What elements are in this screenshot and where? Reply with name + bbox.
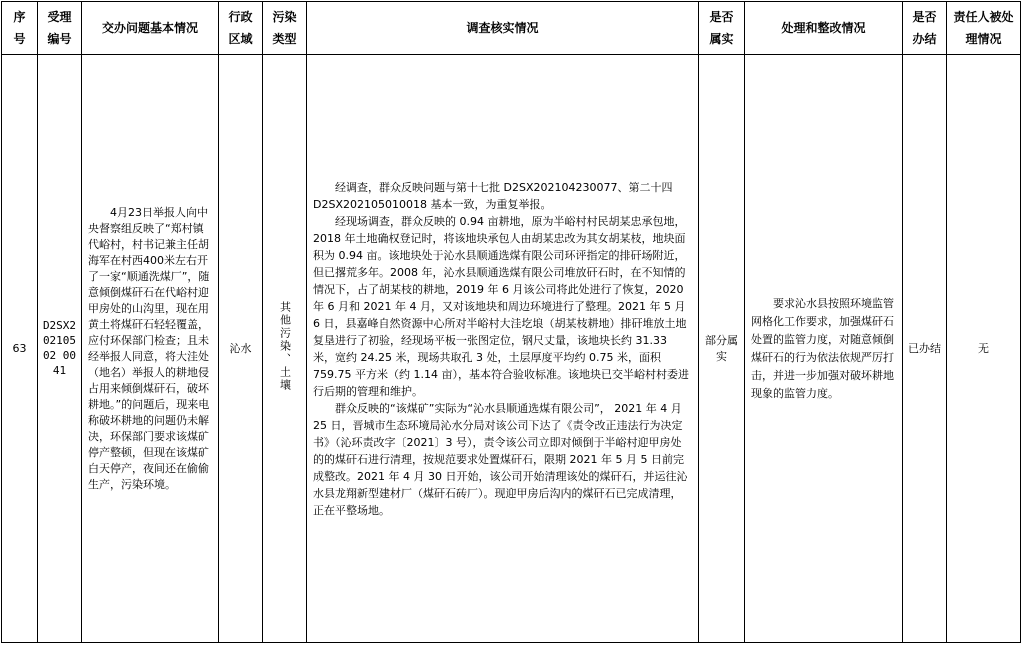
cell-basic: [82, 55, 219, 643]
header-row: [2, 2, 1021, 55]
case-table: [1, 1, 1021, 643]
header-basic: 交办问题基本情况: [82, 2, 219, 55]
cell-region: 沁水: [219, 55, 263, 643]
cell-completed: 已办结: [903, 55, 947, 643]
pollution-text: 其他污染、土壤: [278, 300, 292, 392]
header-investigation: 调查核实情况: [307, 2, 699, 55]
table-row: [2, 55, 1021, 643]
header-accept-no: 受理编号: [38, 2, 82, 55]
cell-accept-no: [38, 55, 82, 643]
basic-text: 4月23日举报人向中央督察组反映了“郑村镇代峪村，村书记兼主任胡海军在村西400米左右开了一家“顺通洗煤厂”，随意倾倒煤矸石在代峪村迎甲房处的山沟里，现在用黄土将煤矸石轻轻覆盖，应付环保部门检查；且未经举报人同意，将大洼处（地名）举报人的耕地侵占用来倾倒煤矸石，破坏耕地。”的问题后，现来电称破坏耕地的问题仍未解决，环保部门要求该煤矿停产整顿，但现在该煤矿白天停产，夜间还在偷偷生产，污染环境。: [88, 205, 210, 491]
cell-handling: [745, 55, 903, 643]
header-completed: 是否办结: [903, 2, 947, 55]
header-region: 行政区域: [219, 2, 263, 55]
cell-investigation: [307, 55, 699, 643]
cell-verified: 部分属实: [699, 55, 745, 643]
cell-seq: 63: [2, 55, 38, 643]
investigation-para-2: 经现场调查，群众反映的 0.94 亩耕地，原为半峪村村民胡某忠承包地，2018 年土地确权登记时，将该地块承包人由胡某忠改为其女胡某枝，地块面积为 0.94 亩。该地块处于沁水县顺通选煤有限公司环评指定的排矸场附近，但已撂荒多年。2008 年，沁水县顺通选煤有限公司堆放矸石时，在不知情的情况下，占了胡某枝的耕地，2019 年 6 月该公司将此处进行了恢复，2020 年 6 月和 2021 年 4 月，又对该地块和周边环境进行了整理。2021 年 5 月 6 日，县嘉峰自然资源中心所对半峪村大洼圪埌（胡某枝耕地）排矸堆放土地复垦进行了初验，经现场平板一张图定位，钢尺丈量，该地块长约 31.33 米，宽约 24.25 米，现场共取孔 3 处，土层厚度平均约 0.75 米，面积 759.75 平方米（约 1.14 亩），基本符合验收标准。该地块已交半峪村村委进行后期的管理和维护。: [313, 214, 689, 398]
investigation-para-3: 群众反映的“该煤矿”实际为“沁水县顺通选煤有限公司”， 2021 年 4 月 25 日，晋城市生态环境局沁水分局对该公司下达了《责令改正违法行为决定书》（沁环责改字〔2021〕3 号），责令该公司立即对倾倒于半峪村迎甲房处的的煤矸石进行清理，按规范要求处置煤矸石，限期 2021 年 5 月 5 日前完成整改。2021 年 4 月 30 日开始，该公司开始清理该处的煤矸石，并运往沁水县龙翔新型建材厂（煤矸石砖厂）。现迎甲房后沟内的煤矸石已完成清理，正在平整场地。: [313, 401, 688, 517]
cell-pollution: [263, 55, 307, 643]
accept-no-text: D2SX20210502 0041: [42, 319, 77, 377]
header-verified: 是否属实: [699, 2, 745, 55]
header-pollution: 污染类型: [263, 2, 307, 55]
cell-accountability: 无: [947, 55, 1021, 643]
header-seq: 序号: [2, 2, 38, 55]
header-accountability: 责任人被处理情况: [947, 2, 1021, 55]
handling-text: 要求沁水县按照环境监管网格化工作要求，加强煤矸石处置的监管力度，对随意倾倒煤矸石的行为依法依规严厉打击，并进一步加强对破坏耕地现象的监管力度。: [751, 296, 894, 400]
header-handling: 处理和整改情况: [745, 2, 903, 55]
investigation-para-1: 经调查，群众反映问题与第十七批 D2SX202104230077、第二十四 D2SX202105010018 基本一致，为重复举报。: [313, 180, 673, 211]
